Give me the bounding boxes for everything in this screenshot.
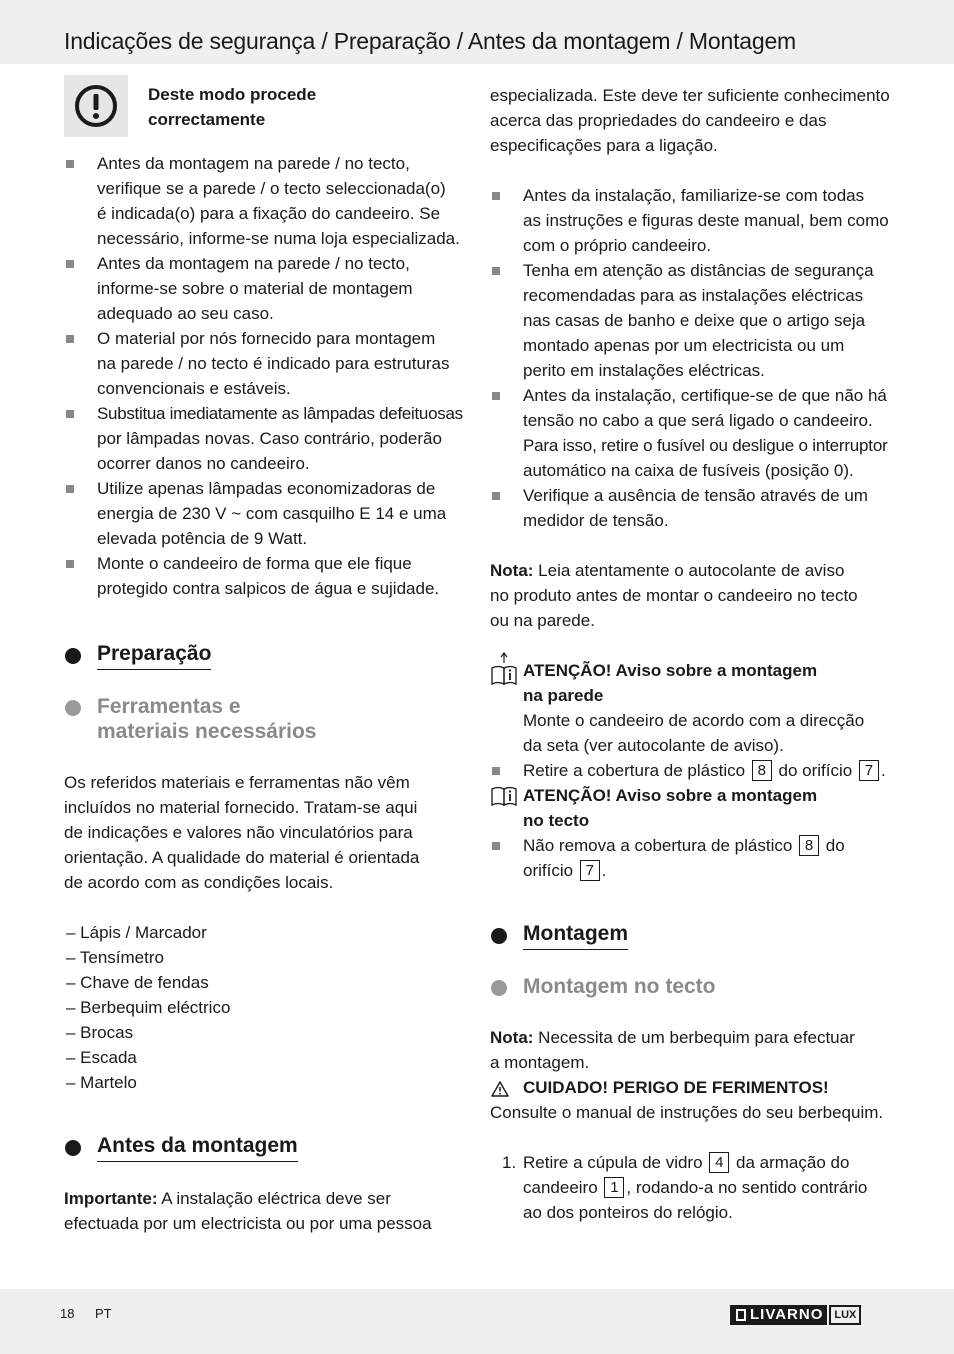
logo-main: [730, 1305, 827, 1325]
text-line: Verifique a ausência de tensão através de um: [523, 486, 868, 505]
text-line: na parede / no tecto é indicado para estruturas: [97, 354, 450, 373]
caution-text: CUIDADO! PERIGO DE FERIMENTOS!: [523, 1078, 829, 1097]
text-span: da armação do: [731, 1153, 850, 1172]
list-item: [490, 258, 892, 383]
text-line: ocorrer danos no candeeiro.: [97, 454, 310, 473]
list-item: – Martelo: [66, 1073, 137, 1092]
list-item: – Tensímetro: [66, 948, 164, 967]
text-line: Antes da instalação, familiarize-se com todas: [523, 186, 865, 205]
text-span: orifício: [523, 861, 578, 880]
heading-text: Antes da montagem: [97, 1133, 298, 1162]
text-line: perito em instalações eléctricas.: [523, 361, 765, 380]
list-item: [64, 251, 466, 326]
text-line: Antes da instalação, certifique-se de que não há: [523, 386, 887, 405]
manual-info-icon: [490, 785, 518, 814]
square-bullet-icon: [492, 842, 500, 850]
note-paragraph: [490, 558, 892, 633]
important-label: Importante:: [64, 1189, 158, 1208]
ceiling-warning: [490, 783, 892, 883]
text-line: a montagem.: [490, 1053, 590, 1072]
text-line: especializada. Este deve ter suficiente conhecimento: [490, 86, 890, 105]
important-paragraph: [64, 1186, 466, 1211]
heading-line: materiais necessários: [97, 720, 317, 743]
square-bullet-icon: [66, 560, 74, 568]
text-line: protegido contra salpicos de água e sujidade.: [97, 579, 440, 598]
text-line: de acordo com as condições locais.: [64, 873, 334, 892]
square-bullet-icon: [492, 767, 500, 775]
text-line: no tecto: [523, 811, 590, 830]
square-bullet-icon: [66, 335, 74, 343]
subsection-heading-montagem-tecto: [490, 974, 892, 999]
left-column: [64, 80, 466, 1236]
list-item: [490, 383, 892, 483]
intro-paragraph: [490, 83, 892, 158]
section-heading-antes: [64, 1133, 466, 1162]
heading-text: [97, 694, 316, 744]
square-bullet-icon: [66, 160, 74, 168]
step-item: [490, 1150, 892, 1225]
square-bullet-icon: [66, 410, 74, 418]
list-item: [64, 401, 466, 476]
text-line: é indicada(o) para a fixação do candeeiro. Se: [97, 204, 441, 223]
list-item: – Escada: [66, 1048, 137, 1067]
text-span: Leia atentamente o autocolante de aviso: [533, 561, 845, 580]
text-line: montado apenas por um electricista ou um: [523, 336, 845, 355]
text-line: Antes da montagem na parede / no tecto,: [97, 154, 410, 173]
list-item: [490, 758, 892, 783]
text-line: orientação. A qualidade do material é orientada: [64, 848, 420, 867]
heading-text: Montagem no tecto: [523, 975, 716, 998]
page-language: PT: [95, 1306, 112, 1321]
list-item: – Lápis / Marcador: [66, 923, 207, 942]
square-bullet-icon: [66, 260, 74, 268]
text-line: Monte o candeeiro de acordo com a direcção: [523, 711, 865, 730]
part-number-box: 7: [859, 760, 879, 781]
text-span: Não remova a cobertura de plástico: [523, 836, 798, 855]
text-line: elevada potência de 9 Watt.: [97, 529, 308, 548]
text-line: tensão no cabo a que será ligado o candeeiro.: [523, 411, 873, 430]
subsection-heading-ferramentas: [64, 694, 466, 744]
part-number-box: 4: [709, 1152, 729, 1173]
text-line: por lâmpadas novas. Caso contrário, poderão: [97, 429, 442, 448]
safety-list: [64, 151, 466, 601]
text-line: energia de 230 V ~ com casquilho E 14 e uma: [97, 504, 447, 523]
caution-line: [490, 1075, 892, 1100]
list-item: – Brocas: [66, 1023, 134, 1042]
wall-warning: [490, 658, 892, 783]
part-number-box: 8: [799, 835, 819, 856]
text-line: verifique se a parede / o tecto seleccionada(o): [97, 179, 446, 198]
text-line: Antes da montagem na parede / no tecto,: [97, 254, 410, 273]
text-line: incluídos no material fornecido. Tratam-se aqui: [64, 798, 418, 817]
heading-text: Montagem: [523, 921, 628, 950]
ceiling-warning-title: [490, 783, 892, 833]
manual-info-icon: [490, 652, 518, 693]
text-span: candeeiro: [523, 1178, 603, 1197]
page-title: Indicações de segurança / Preparação / Antes da montagem / Montagem: [64, 28, 796, 54]
text-line: Substitua imediatamente as lâmpadas defeituosas: [97, 404, 463, 423]
text-span: Retire a cúpula de vidro: [523, 1153, 708, 1172]
right-column: [490, 80, 892, 1225]
text-line: da seta (ver autocolante de aviso).: [523, 736, 784, 755]
text-span: Necessita de um berbequim para efectuar: [533, 1028, 855, 1047]
text-line: no produto antes de montar o candeeiro no tecto: [490, 586, 858, 605]
text-line: efectuada por um electricista ou por uma pessoa: [64, 1214, 432, 1233]
text-line: Para isso, retire o fusível ou desligue o interruptor: [523, 436, 888, 455]
section-heading-preparacao: [64, 641, 466, 670]
list-item: – Berbequim eléctrico: [66, 998, 231, 1017]
text-line: Consulte o manual de instruções do seu berbequim.: [490, 1103, 884, 1122]
section-heading-montagem: [490, 921, 892, 950]
warning-line: Deste modo procede: [148, 85, 317, 104]
part-number-box: 8: [752, 760, 772, 781]
note-label: Nota:: [490, 561, 534, 580]
text-line: O material por nós fornecido para montagem: [97, 329, 436, 348]
text-line: Tenha em atenção as distâncias de segurança: [523, 261, 874, 280]
text-span: , rodando-a no sentido contrário: [626, 1178, 868, 1197]
text-span: do orifício: [773, 761, 857, 780]
part-number-box: 1: [604, 1177, 624, 1198]
livarno-lux-logo: [730, 1305, 861, 1325]
tools-paragraph: [64, 770, 466, 895]
square-bullet-icon: [492, 192, 500, 200]
text-line: ao dos ponteiros do relógio.: [523, 1203, 733, 1222]
text-line: ou na parede.: [490, 611, 595, 630]
text-span: .: [880, 761, 886, 780]
heading-text: Preparação: [97, 641, 211, 670]
list-item: [64, 551, 466, 601]
text-line: automático na caixa de fusíveis (posição 0).: [523, 461, 854, 480]
wall-warning-title: [490, 658, 892, 708]
text-span: A instalação eléctrica deve ser: [157, 1189, 391, 1208]
text-line: Utilize apenas lâmpadas economizadoras de: [97, 479, 436, 498]
square-bullet-icon: [492, 492, 500, 500]
heading-line: Ferramentas e: [97, 695, 241, 718]
text-line: adequado ao seu caso.: [97, 304, 274, 323]
text-line: especificações para a ligação.: [490, 136, 718, 155]
square-bullet-icon: [66, 485, 74, 493]
warning-text: [148, 82, 316, 132]
text-line: de indicações e valores não vinculatórios para: [64, 823, 413, 842]
black-dot-icon: [65, 1140, 81, 1156]
logo-text: LIVARNO: [750, 1306, 824, 1323]
black-dot-icon: [491, 928, 507, 944]
list-item: [490, 833, 892, 883]
wall-warning-text: [490, 708, 892, 758]
list-item: [64, 151, 466, 251]
note-paragraph: [490, 1025, 892, 1050]
text-line: medidor de tensão.: [523, 511, 669, 530]
text-line: convencionais e estáveis.: [97, 379, 291, 398]
black-dot-icon: [65, 648, 81, 664]
list-item: [64, 476, 466, 551]
text-line: Os referidos materiais e ferramentas não vêm: [64, 773, 410, 792]
part-number-box: 7: [580, 860, 600, 881]
list-item: [490, 183, 892, 258]
square-bullet-icon: [492, 392, 500, 400]
text-line: acerca das propriedades do candeeiro e das: [490, 111, 827, 130]
text-span: .: [601, 861, 607, 880]
logo-square-icon: [736, 1309, 746, 1321]
grey-dot-icon: [65, 700, 81, 716]
text-line: informe-se sobre o material de montagem: [97, 279, 413, 298]
list-item: – Chave de fendas: [66, 973, 209, 992]
tools-list: [64, 920, 466, 1095]
page-number: 18: [60, 1306, 75, 1321]
warning-line: correctamente: [148, 110, 266, 129]
text-line: com o próprio candeeiro.: [523, 236, 712, 255]
text-line: recomendadas para as instalações eléctricas: [523, 286, 864, 305]
text-span: do: [821, 836, 845, 855]
installation-list: [490, 183, 892, 533]
note-label: Nota:: [490, 1028, 534, 1047]
logo-suffix: LUX: [829, 1305, 861, 1325]
square-bullet-icon: [492, 267, 500, 275]
text-line: nas casas de banho e deixe que o artigo seja: [523, 311, 866, 330]
text-line: ATENÇÃO! Aviso sobre a montagem: [523, 786, 818, 805]
text-line: Monte o candeeiro de forma que ele fique: [97, 554, 412, 573]
exclamation-icon: [64, 75, 128, 137]
text-line: as instruções e figuras deste manual, bem como: [523, 211, 889, 230]
step-number: 1.: [502, 1153, 517, 1172]
warning-box: [64, 80, 466, 137]
list-item: [490, 483, 892, 533]
list-item: [64, 326, 466, 401]
text-span: Retire a cobertura de plástico: [523, 761, 750, 780]
text-line: necessário, informe-se numa loja especializada.: [97, 229, 460, 248]
grey-dot-icon: [491, 980, 507, 996]
warning-triangle-icon: [491, 1079, 509, 1104]
text-line: na parede: [523, 686, 604, 705]
text-line: ATENÇÃO! Aviso sobre a montagem: [523, 661, 818, 680]
